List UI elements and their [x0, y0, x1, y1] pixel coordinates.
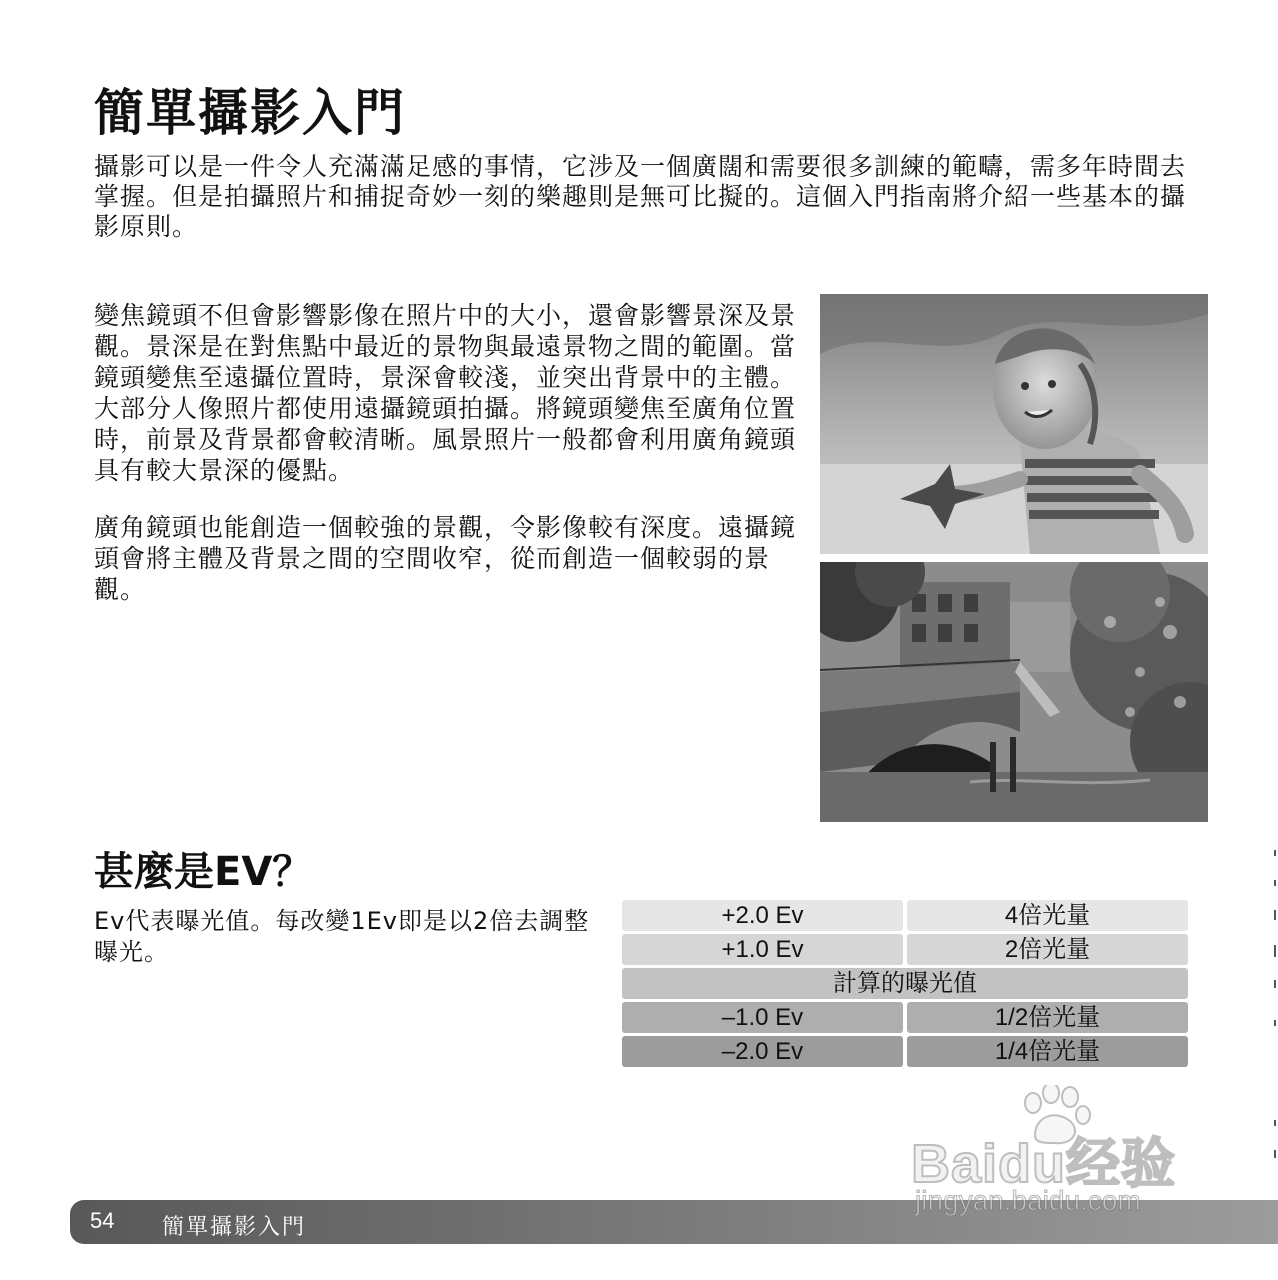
calculated-exposure-cell: 計算的曝光值 [622, 968, 1188, 999]
ev-description: Ev代表曝光值。每改變1Ev即是以2倍去調整曝光。 [94, 907, 590, 966]
baidu-watermark [905, 1085, 1205, 1215]
ev-row-plus-2 [622, 900, 1188, 931]
watermark-url: jingyan.baidu.com [915, 1185, 1141, 1216]
ev-value-cell: –1.0 Ev [622, 1002, 903, 1033]
wide-angle-bridge-photo [820, 562, 1208, 822]
ev-row-calculated [622, 968, 1188, 999]
ev-value-cell: –2.0 Ev [622, 1036, 903, 1067]
page-number: 54 [90, 1208, 115, 1233]
ev-value-cell: +1.0 Ev [622, 934, 903, 965]
watermark-brand: Baidu经验 [911, 1134, 1177, 1194]
light-amount-cell: 1/4倍光量 [907, 1036, 1188, 1067]
page-edge-marks [1272, 850, 1278, 1180]
zoom-paragraph-2: 廣角鏡頭也能創造一個較強的景觀，令影像較有深度。遠攝鏡頭會將主體及背景之間的空間收窄，從而創造一個較弱的景觀。 [94, 513, 797, 604]
light-amount-cell: 2倍光量 [907, 934, 1188, 965]
zoom-paragraph-1: 變焦鏡頭不但會影響影像在照片中的大小，還會影響景深及景觀。景深是在對焦點中最近的景物與最遠景物之間的範圍。當鏡頭變焦至遠攝位置時，景深會較淺，並突出背景中的主體。大部分人像照片都使用遠攝鏡頭拍攝。將鏡頭變焦至廣角位置時，前景及背景都會較清晰。風景照片一般都會利用廣角鏡頭具有較大景深的優點。 [94, 301, 797, 485]
light-amount-cell: 1/2倍光量 [907, 1002, 1188, 1033]
page-title: 簡單攝影入門 [94, 84, 406, 142]
ev-row-minus-2 [622, 1036, 1188, 1067]
ev-table [622, 900, 1188, 1070]
ev-value-cell: +2.0 Ev [622, 900, 903, 931]
telephoto-portrait-photo [820, 294, 1208, 554]
ev-row-minus-1 [622, 1002, 1188, 1033]
intro-paragraph: 攝影可以是一件令人充滿滿足感的事情，它涉及一個廣闊和需要很多訓練的範疇，需多年時間去掌握。但是拍攝照片和捕捉奇妙一刻的樂趣則是無可比擬的。這個入門指南將介紹一些基本的攝影原則。 [94, 152, 1187, 241]
light-amount-cell: 4倍光量 [907, 900, 1188, 931]
ev-section-title: 甚麼是EV？ [94, 849, 313, 895]
footer-section-title: 簡單攝影入門 [162, 1215, 307, 1240]
ev-row-plus-1 [622, 934, 1188, 965]
